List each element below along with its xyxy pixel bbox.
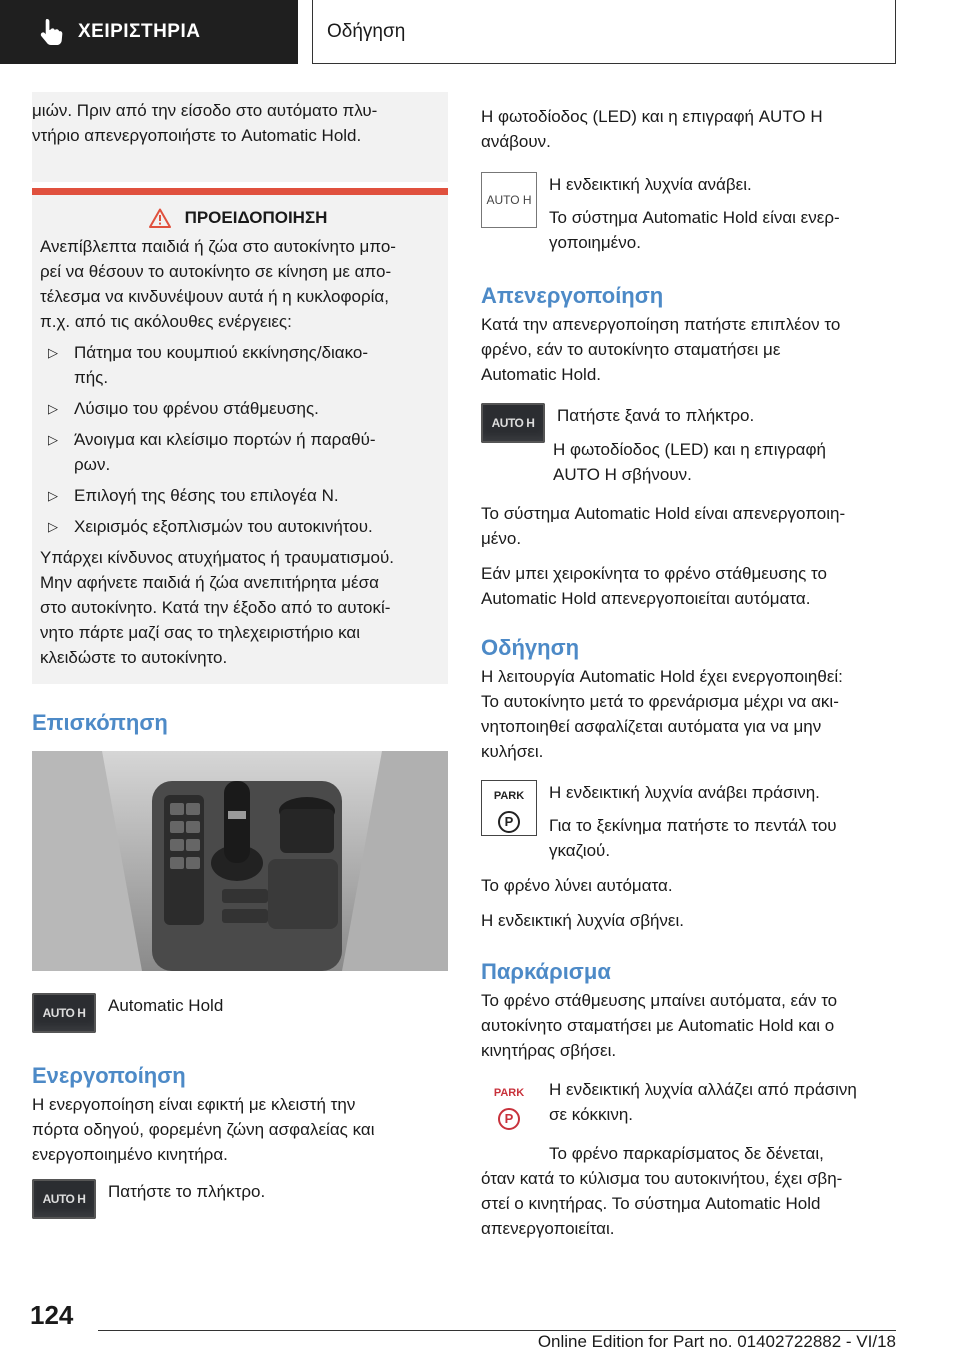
press-pedal-text: Για το ξεκίνημα πατήστε το πεντάλ του γκαζιού.: [549, 816, 837, 860]
page-header: [0, 0, 960, 66]
indicator-on-row: [481, 172, 901, 255]
chapter-title: ΧΕΙΡΙΣΤΗΡΙΑ: [78, 21, 201, 42]
hand-pointer-icon: [38, 17, 64, 47]
manual-brake-text: Εάν μπει χειροκίνητα το φρένο στάθμευσης το Automatic Hold απενεργοποιείται αυτόματα.: [481, 564, 827, 608]
warning-text: Ανεπίβλεπτα παιδιά ή ζώα στο αυτοκίνητο μπο- ρεί να θέσουν το αυτοκίνητο σε κίνηση με απο- τέλεσμα να κινδυνέψουν αυτά ή η κυκλοφορία, π.χ. από τις ακόλουθες ενέργειες:: [40, 237, 396, 331]
led-on-text: Η φωτοδίοδος (LED) και η επιγραφή AUTO H ανάβουν.: [481, 107, 823, 151]
red-light-texts: [549, 1077, 857, 1133]
list-item: ▷ Άνοιγμα και κλείσιμο πορτών ή παραθύ- ρων.: [40, 427, 436, 477]
list-item: ▷ Λύσιμο του φρένου στάθμευσης.: [40, 396, 436, 421]
park-indicator-icon: PARK P: [481, 780, 537, 836]
overview-caption: Automatic Hold: [108, 996, 224, 1015]
warning-box: [32, 188, 448, 684]
edition-text: Online Edition for Part no. 01402722882 - VI/18: [537, 1332, 896, 1351]
auto-h-button-icon: AUTO H: [32, 1179, 96, 1219]
green-light-row: [481, 780, 901, 863]
led-off-text: Η φωτοδίοδος (LED) και η επιγραφή AUTO H σβήνουν.: [553, 440, 826, 484]
warning-title-text: ΠΡΟΕΙΔΟΠΟΙΗΣΗ: [184, 208, 328, 227]
driving-text: Η λειτουργία Automatic Hold έχει ενεργοποιηθεί: Το αυτοκίνητο μετά το φρενάρισμα μέχρι να ακι- νητοποιηθεί ασφαλίζεται αυτόματα για να μην κυλήσει.: [481, 667, 843, 761]
warning-after-text: Υπάρχει κίνδυνος ατυχήματος ή τραυματισμού. Μην αφήνετε παιδιά ή ζώα ανεπιτήρητα μέσα στο αυτοκίνητο. Κατά την έξοδο από το αυτοκί- νητο πάρτε μαζί σας το τηλεχειριστήριο και κλειδώστε το αυτοκίνητο.: [40, 548, 394, 667]
triangle-bullet-icon: ▷: [48, 519, 58, 534]
triangle-bullet-icon: ▷: [48, 345, 58, 360]
parking-heading: Παρκάρισμα: [481, 959, 611, 984]
triangle-bullet-icon: ▷: [48, 401, 58, 416]
park-circle-icon: P: [498, 1108, 520, 1130]
system-active-text: Το σύστημα Automatic Hold είναι ενερ- γοποιημένο.: [549, 208, 840, 252]
brake-release-text: Το φρένο λύνει αυτόματα.: [481, 876, 673, 895]
auto-h-button-icon: AUTO H: [32, 993, 96, 1033]
light-off-text: Η ενδεικτική λυχνία σβήνει.: [481, 911, 685, 930]
chapter-tab: [0, 0, 298, 64]
press-button-text: Πατήστε το πλήκτρο.: [108, 1182, 266, 1201]
warning-triangle-icon: [149, 208, 171, 228]
center-console-illustration: [32, 751, 448, 971]
triangle-bullet-icon: ▷: [48, 488, 58, 503]
intro-text: μιών. Πριν από την είσοδο στο αυτόματο πλυ- ντήριο απενεργοποιήστε το Automatic Hold.: [32, 101, 378, 145]
press-again-text: Πατήστε ξανά το πλήκτρο.: [557, 406, 755, 425]
activation-text: Η ενεργοποίηση είναι εφικτή με κλειστή την πόρτα οδηγού, φορεμένη ζώνη ασφαλείας και ενεργοποιημένο κινητήρα.: [32, 1095, 375, 1164]
driving-heading: Οδήγηση: [481, 635, 580, 660]
footer-divider: [98, 1330, 896, 1331]
overview-row: [32, 993, 448, 1033]
warning-title: [40, 205, 436, 230]
press-button-row: [32, 1179, 448, 1219]
page-number: 124: [30, 1300, 74, 1330]
green-light-texts: [549, 780, 837, 863]
left-column: [32, 92, 448, 1219]
section-title: Οδήγηση: [312, 0, 896, 64]
park-red-indicator-icon: PARK P: [481, 1077, 537, 1133]
park-circle-icon: P: [498, 811, 520, 833]
deactivation-heading: Απενεργοποίηση: [481, 283, 664, 308]
auto-h-indicator-icon: AUTO H: [481, 172, 537, 228]
list-item: ▷ Επιλογή της θέσης του επιλογέα N.: [40, 483, 436, 508]
rolling-text: Το φρένο παρκαρίσματος δε δένεται, όταν κατά το κύλισμα του αυτοκινήτου, έχει σβη- στεί ο κινητήρας. Το σύστημα Automatic Hold απενεργοποιείται.: [481, 1144, 843, 1238]
activation-heading: Ενεργοποίηση: [32, 1063, 186, 1088]
right-column: [481, 104, 901, 1241]
red-light-row: [481, 1077, 901, 1133]
intro-box: [32, 92, 448, 182]
indicator-texts: [549, 172, 840, 255]
red-light-text: Η ενδεικτική λυχνία αλλάζει από πράσινη σε κόκκινη.: [549, 1080, 857, 1124]
deactivation-text: Κατά την απενεργοποίηση πατήστε επιπλέον το φρένο, εάν το αυτοκίνητο σταματήσει με Automatic Hold.: [481, 315, 841, 384]
overview-heading: Επισκόπηση: [32, 710, 168, 735]
auto-h-button-icon: AUTO H: [481, 403, 545, 443]
triangle-bullet-icon: ▷: [48, 432, 58, 447]
parking-text: Το φρένο στάθμευσης μπαίνει αυτόματα, εάν το αυτοκίνητο σταματήσει με Automatic Hold και ο κινητήρας σβήσει.: [481, 991, 838, 1060]
list-item: ▷ Πάτημα του κουμπιού εκκίνησης/διακο- πής.: [40, 340, 436, 390]
list-item: ▷ Χειρισμός εξοπλισμών του αυτοκινήτου.: [40, 514, 436, 539]
console-photo: [32, 751, 448, 971]
green-light-text: Η ενδεικτική λυχνία ανάβει πράσινη.: [549, 783, 820, 802]
indicator-on-text: Η ενδεικτική λυχνία ανάβει.: [549, 175, 752, 194]
system-inactive-text: Το σύστημα Automatic Hold είναι απενεργοποιη- μένο.: [481, 504, 846, 548]
